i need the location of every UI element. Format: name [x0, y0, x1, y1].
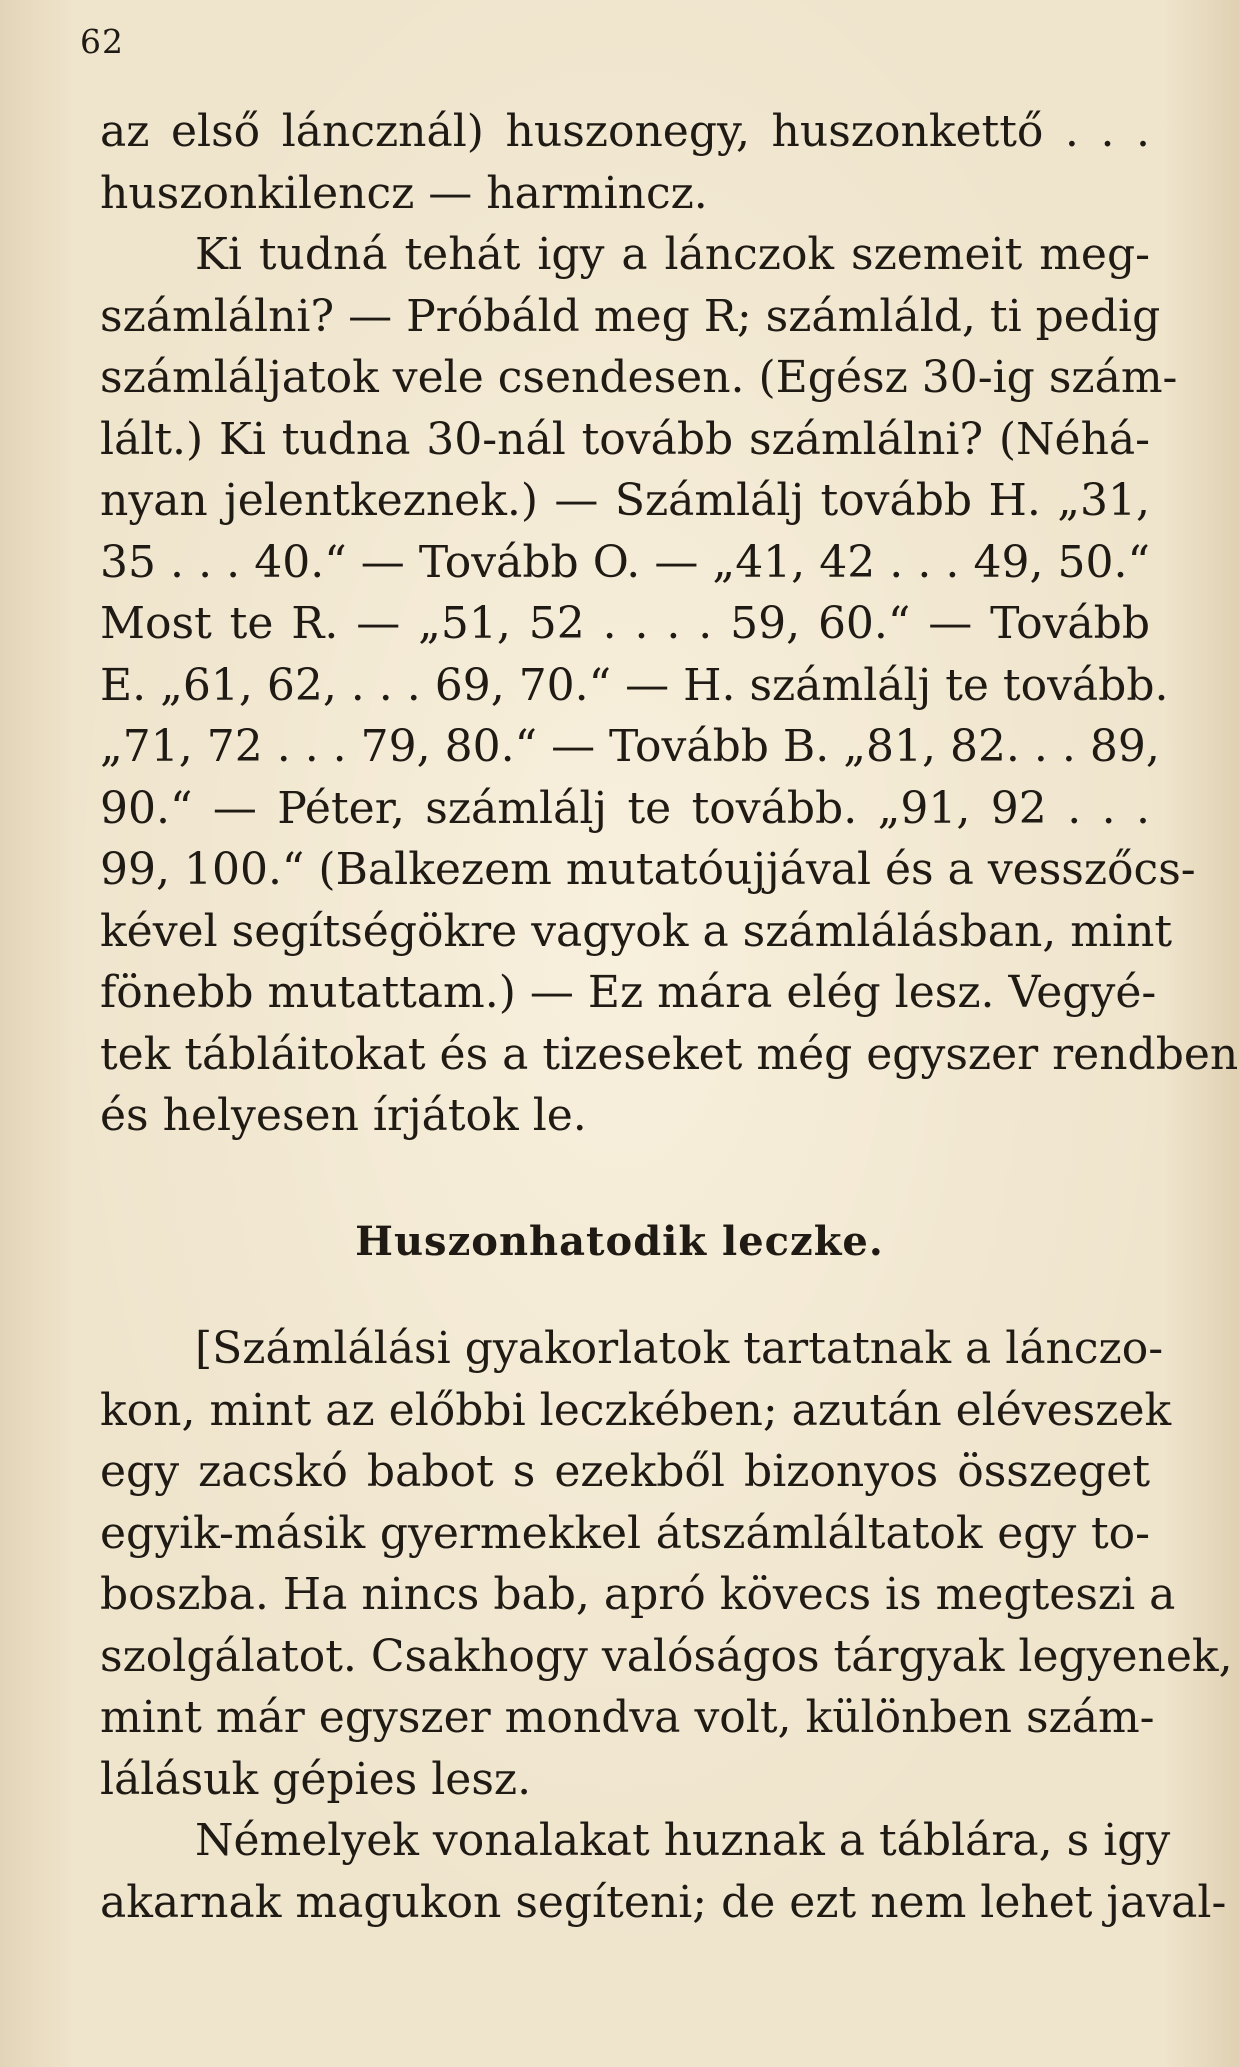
text-line: [Számlálási gyakorlatok tartatnak a lánczo-	[195, 1323, 1164, 1374]
text-line: 90.“ — Péter, számlálj te tovább. „91, 92 . . .	[100, 782, 1150, 834]
text-line: számláljatok vele csendesen. (Egész 30-ig szám-	[100, 352, 1178, 403]
paragraph-lesson-notes	[100, 1318, 1233, 1933]
text-line: nyan jelentkeznek.) — Számlálj tovább H. „31,	[100, 475, 1150, 526]
text-line: 35 . . . 40.“ — Tovább O. — „41, 42 . . . 49, 50.“	[100, 536, 1150, 588]
text-line: lált.) Ki tudna 30-nál tovább számlálni? (Néhá-	[100, 413, 1150, 465]
text-line: mint már egyszer mondva volt, különben szám-	[100, 1692, 1155, 1743]
section-heading: Huszonhatodik leczke.	[355, 1218, 884, 1265]
text-line: boszba. Ha nincs bab, apró kövecs is megteszi a	[100, 1569, 1176, 1620]
text-line: egy zacskó babot s ezekből bizonyos összeget	[100, 1446, 1150, 1497]
text-line: Némelyek vonalakat huznak a táblára, s igy	[195, 1815, 1171, 1866]
text-line: tek tábláitokat és a tizeseket még egyszer rendben	[100, 1028, 1239, 1080]
paragraph-counting-exercise	[100, 101, 1239, 1147]
text-line: fönebb mutattam.) — Ez mára elég lesz. Vegyé-	[100, 967, 1157, 1018]
text-line: „71, 72 . . . 79, 80.“ — Tovább B. „81, 82. . . 89,	[100, 721, 1160, 772]
text-line: az első láncznál) huszonegy, huszonkettő . . .	[100, 106, 1150, 157]
text-line: kével segítségökre vagyok a számlálásban, mint	[100, 905, 1173, 957]
text-line: számlálni? — Próbáld meg R; számláld, ti pedig	[100, 290, 1161, 342]
text-line: szolgálatot. Csakhogy valóságos tárgyak legyenek,	[100, 1630, 1233, 1682]
text-line: egyik-másik gyermekkel átszámláltatok egy to-	[100, 1507, 1150, 1559]
text-line: 99, 100.“ (Balkezem mutatóujjával és a vesszőcs-	[100, 844, 1196, 895]
text-line: és helyesen írjátok le.	[100, 1090, 587, 1141]
text-line: Most te R. — „51, 52 . . . . 59, 60.“ — Tovább	[100, 598, 1150, 649]
text-line: E. „61, 62, . . . 69, 70.“ — H. számlálj te tovább.	[100, 659, 1169, 711]
text-line: kon, mint az előbbi leczkében; azután eléveszek	[100, 1384, 1172, 1436]
text-line: Ki tudná tehát igy a lánczok szemeit meg-	[195, 229, 1150, 280]
text-line: lálásuk gépies lesz.	[100, 1753, 532, 1805]
text-line: akarnak magukon segíteni; de ezt nem lehet javal-	[100, 1876, 1227, 1928]
text-line: huszonkilencz — harmincz.	[100, 167, 708, 219]
page-number: 62	[80, 22, 124, 61]
